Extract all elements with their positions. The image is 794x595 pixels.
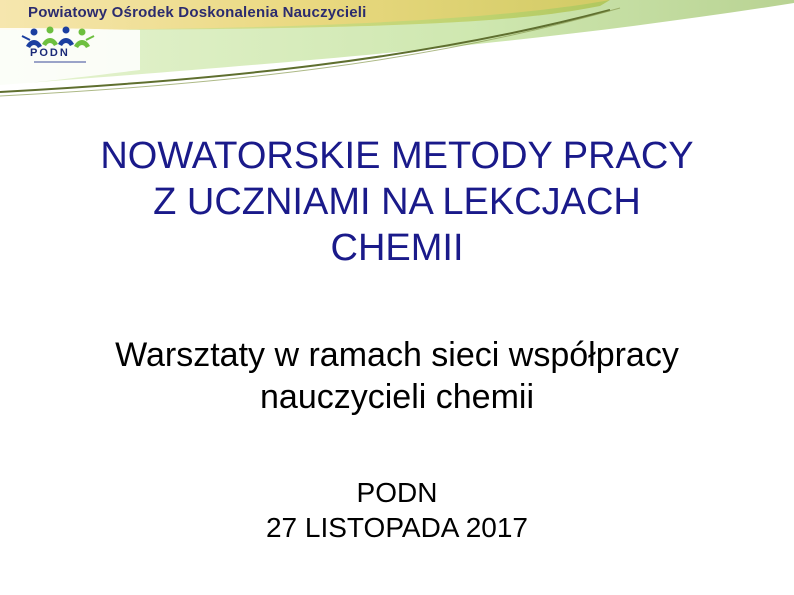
organization-name: Powiatowy Ośrodek Doskonalenia Nauczycieli [28,4,367,21]
title-line-3: CHEMII [330,227,464,269]
subtitle-line-2: nauczycieli chemii [260,378,534,416]
podn-people-logo-icon [20,24,100,66]
footer-info [20,475,774,545]
logo-text: PODN [30,47,70,59]
slide-title [20,133,774,271]
title-line-1: NOWATORSKIE METODY PRACY [100,135,694,177]
subtitle-line-1: Warsztaty w ramach sieci współpracy [115,336,679,374]
institution-name: PODN [356,477,438,508]
title-line-2: Z UCZNIAMI NA LEKCJACH [153,181,641,223]
event-date: 27 LISTOPADA 2017 [265,512,529,543]
slide-subtitle [20,334,774,418]
